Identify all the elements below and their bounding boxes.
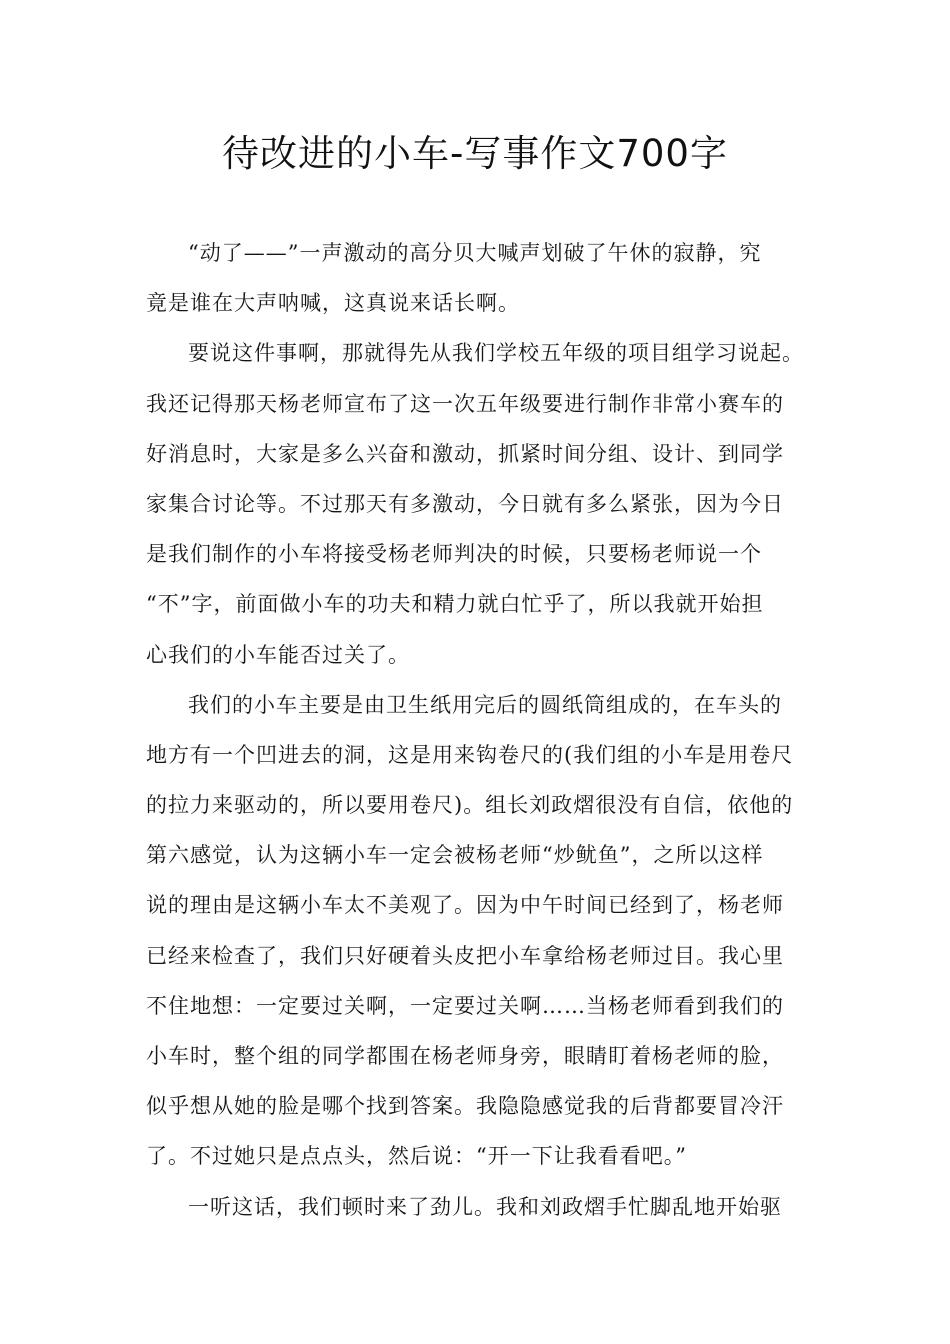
paragraph-2-line-5: 是我们制作的小车将接受杨老师判决的时候，只要杨老师说一个 (146, 542, 762, 567)
paragraph-3-line-4: 第六感觉，认为这辆小车一定会被杨老师“炒鱿鱼”，之所以这样 (146, 843, 764, 868)
paragraph-3-line-7: 不住地想：一定要过关啊，一定要过关啊……当杨老师看到我们的 (146, 993, 784, 1018)
paragraph-2-line-1: 要说这件事啊，那就得先从我们学校五年级的项目组学习说起。 (188, 341, 804, 366)
paragraph-3-line-3: 的拉力来驱动的，所以要用卷尺)。组长刘政熠很没有自信，依他的 (146, 793, 794, 818)
paragraph-4-line-1: 一听这话，我们顿时来了劲儿。我和刘政熠手忙脚乱地开始驱 (188, 1194, 782, 1219)
paragraph-2-line-7: 心我们的小车能否过关了。 (146, 642, 410, 667)
paragraph-3-line-6: 已经来检查了，我们只好硬着头皮把小车拿给杨老师过目。我心里 (146, 943, 784, 968)
paragraph-3-line-1: 我们的小车主要是由卫生纸用完后的圆纸筒组成的，在车头的 (188, 692, 782, 717)
paragraph-2-line-6: “不”字，前面做小车的功夫和精力就白忙乎了，所以我就开始担 (146, 592, 764, 617)
document-body (146, 228, 816, 1232)
document-title: 待改进的小车-写事作文700字 (222, 132, 728, 175)
paragraph-2-line-2: 我还记得那天杨老师宣布了这一次五年级要进行制作非常小赛车的 (146, 391, 784, 416)
paragraph-3-line-10: 了。不过她只是点点头，然后说：“开一下让我看看吧。” (146, 1144, 687, 1169)
paragraph-3-line-9: 似乎想从她的脸是哪个找到答案。我隐隐感觉我的后背都要冒冷汗 (146, 1094, 784, 1119)
paragraph-1-line-1: “动了——”一声激动的高分贝大喊声划破了午休的寂静，究 (188, 241, 762, 265)
paragraph-1-line-2: 竟是谁在大声呐喊，这真说来话长啊。 (146, 291, 520, 316)
paragraph-2-line-4: 家集合讨论等。不过那天有多激动，今日就有多么紧张，因为今日 (146, 491, 784, 516)
paragraph-3-line-2: 地方有一个凹进去的洞，这是用来钩卷尺的(我们组的小车是用卷尺 (146, 742, 794, 767)
paragraph-3-line-5: 说的理由是这辆小车太不美观了。因为中午时间已经到了，杨老师 (146, 893, 784, 918)
paragraph-2-line-3: 好消息时，大家是多么兴奋和激动，抓紧时间分组、设计、到同学 (146, 441, 784, 466)
paragraph-3-line-8: 小车时，整个组的同学都围在杨老师身旁，眼睛盯着杨老师的脸， (146, 1044, 784, 1068)
